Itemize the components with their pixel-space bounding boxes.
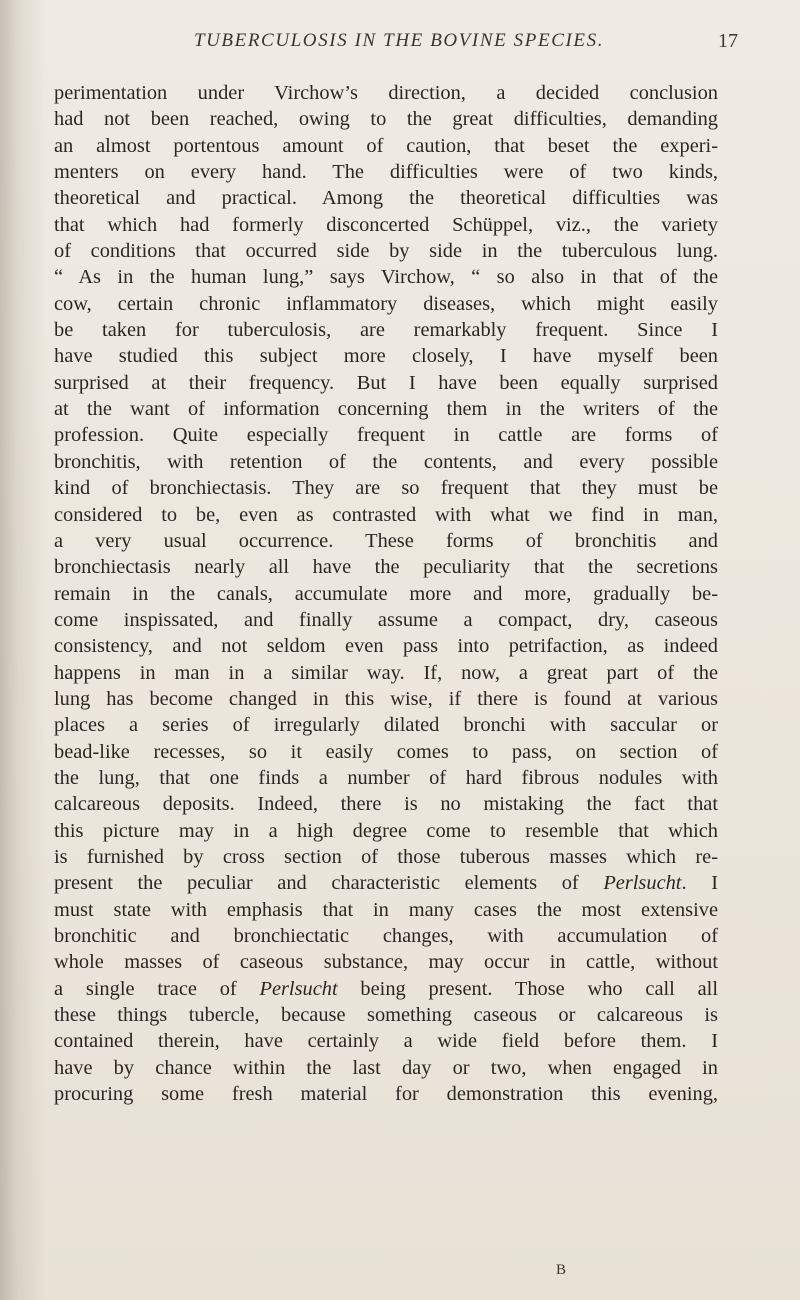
text-segment: had not been reached, owing to the great difficulties, demanding xyxy=(54,108,718,131)
text-line xyxy=(54,475,718,501)
text-segment: be taken for tuberculosis, are remarkably frequent. Since I xyxy=(54,319,718,342)
italic-term: Perlsucht xyxy=(259,977,338,1000)
text-segment: surprised at their frequency. But I have been equally surprised xyxy=(54,371,718,394)
text-segment: kind of bronchiectasis. They are so frequent that they must be xyxy=(54,477,718,500)
text-segment: contained therein, have certainly a wide field before them. I xyxy=(54,1030,718,1053)
text-segment: at the want of information concerning them in the writers of the xyxy=(54,398,718,421)
text-segment: being present. Those who call all xyxy=(337,977,718,1000)
text-line xyxy=(54,765,718,791)
text-line xyxy=(54,106,718,132)
text-segment: that which had formerly disconcerted Schüppel, viz., the variety xyxy=(54,213,718,236)
text-segment: “ As in the human lung,” says Virchow, “ so also in that of the xyxy=(54,266,718,289)
page-number: 17 xyxy=(718,30,738,52)
text-line xyxy=(54,133,718,159)
text-segment: places a series of irregularly dilated bronchi with saccular or xyxy=(54,714,718,737)
text-segment: theoretical and practical. Among the theoretical difficulties was xyxy=(54,187,718,210)
text-segment: have by chance within the last day or two, when engaged in xyxy=(54,1056,718,1079)
text-line xyxy=(54,238,718,264)
text-line xyxy=(54,159,718,185)
text-segment: is furnished by cross section of those tuberous masses which re- xyxy=(54,845,718,868)
text-line xyxy=(54,317,718,343)
text-segment: this picture may in a high degree come to resemble that which xyxy=(54,819,718,842)
text-line xyxy=(54,949,718,975)
text-line xyxy=(54,607,718,633)
text-segment: calcareous deposits. Indeed, there is no mistaking the fact that xyxy=(54,793,718,816)
text-segment: happens in man in a similar way. If, now, a great part of the xyxy=(54,661,718,684)
text-segment: present the peculiar and characteristic elements of xyxy=(54,872,604,895)
text-line xyxy=(54,897,718,923)
text-segment: of conditions that occurred side by side in the tuberculous lung. xyxy=(54,240,718,263)
text-line xyxy=(54,660,718,686)
text-line xyxy=(54,1055,718,1081)
text-segment: remain in the canals, accumulate more and more, gradually be- xyxy=(54,582,718,605)
text-segment: consistency, and not seldom even pass into petrifaction, as indeed xyxy=(54,635,718,658)
text-line xyxy=(54,449,718,475)
text-segment: a very usual occurrence. These forms of bronchitis and xyxy=(54,529,718,552)
text-segment: perimentation under Virchow’s direction, a decided conclusion xyxy=(54,82,718,104)
text-line xyxy=(54,502,718,528)
text-line xyxy=(54,581,718,607)
text-segment: bronchitis, with retention of the contents, and every possible xyxy=(54,450,718,473)
text-line xyxy=(54,818,718,844)
text-segment: whole masses of caseous substance, may occur in cattle, without xyxy=(54,951,718,974)
text-line xyxy=(54,976,718,1002)
text-line xyxy=(54,1028,718,1054)
text-segment: bronchiectasis nearly all have the peculiarity that the secretions xyxy=(54,556,718,579)
text-segment: an almost portentous amount of caution, that beset the experi- xyxy=(54,134,718,157)
text-segment: cow, certain chronic inflammatory diseases, which might easily xyxy=(54,292,718,315)
text-segment: have studied this subject more closely, I have myself been xyxy=(54,345,718,368)
text-line xyxy=(54,80,718,106)
text-line xyxy=(54,686,718,712)
text-line xyxy=(54,528,718,554)
text-segment: a single trace of xyxy=(54,977,260,1000)
text-line xyxy=(54,554,718,580)
text-segment: considered to be, even as contrasted with what we find in man, xyxy=(54,503,718,526)
italic-term: Perlsucht xyxy=(603,872,682,895)
text-segment: procuring some fresh material for demonstration this evening, xyxy=(54,1083,718,1106)
text-line xyxy=(54,370,718,396)
text-line xyxy=(54,1081,718,1107)
signature-mark: B xyxy=(556,1262,567,1278)
text-segment: menters on every hand. The difficulties were of two kinds, xyxy=(54,161,718,184)
text-line xyxy=(54,844,718,870)
text-line xyxy=(54,712,718,738)
text-line xyxy=(54,739,718,765)
text-line xyxy=(54,264,718,290)
text-line xyxy=(54,291,718,317)
text-line xyxy=(54,422,718,448)
text-segment: the lung, that one finds a number of hard fibrous nodules with xyxy=(54,766,718,789)
text-segment: must state with emphasis that in many cases the most extensive xyxy=(54,898,718,921)
text-segment: these things tubercle, because something caseous or calcareous is xyxy=(54,1004,718,1027)
text-line xyxy=(54,870,718,896)
text-segment: . I xyxy=(681,872,718,895)
text-line xyxy=(54,396,718,422)
text-line xyxy=(54,791,718,817)
text-line xyxy=(54,633,718,659)
text-line xyxy=(54,343,718,369)
text-line xyxy=(54,1002,718,1028)
body-text xyxy=(54,80,718,1107)
text-segment: lung has become changed in this wise, if there is found at various xyxy=(54,687,718,710)
text-segment: profession. Quite especially frequent in cattle are forms of xyxy=(54,424,718,447)
text-line xyxy=(54,212,718,238)
running-title: TUBERCULOSIS IN THE BOVINE SPECIES. xyxy=(193,30,605,51)
running-head xyxy=(60,30,738,60)
text-line xyxy=(54,923,718,949)
text-line xyxy=(54,185,718,211)
text-segment: bronchitic and bronchiectatic changes, with accumulation of xyxy=(54,925,718,947)
text-segment: bead-like recesses, so it easily comes to pass, on section of xyxy=(54,740,718,763)
text-segment: come inspissated, and finally assume a compact, dry, caseous xyxy=(54,608,718,631)
